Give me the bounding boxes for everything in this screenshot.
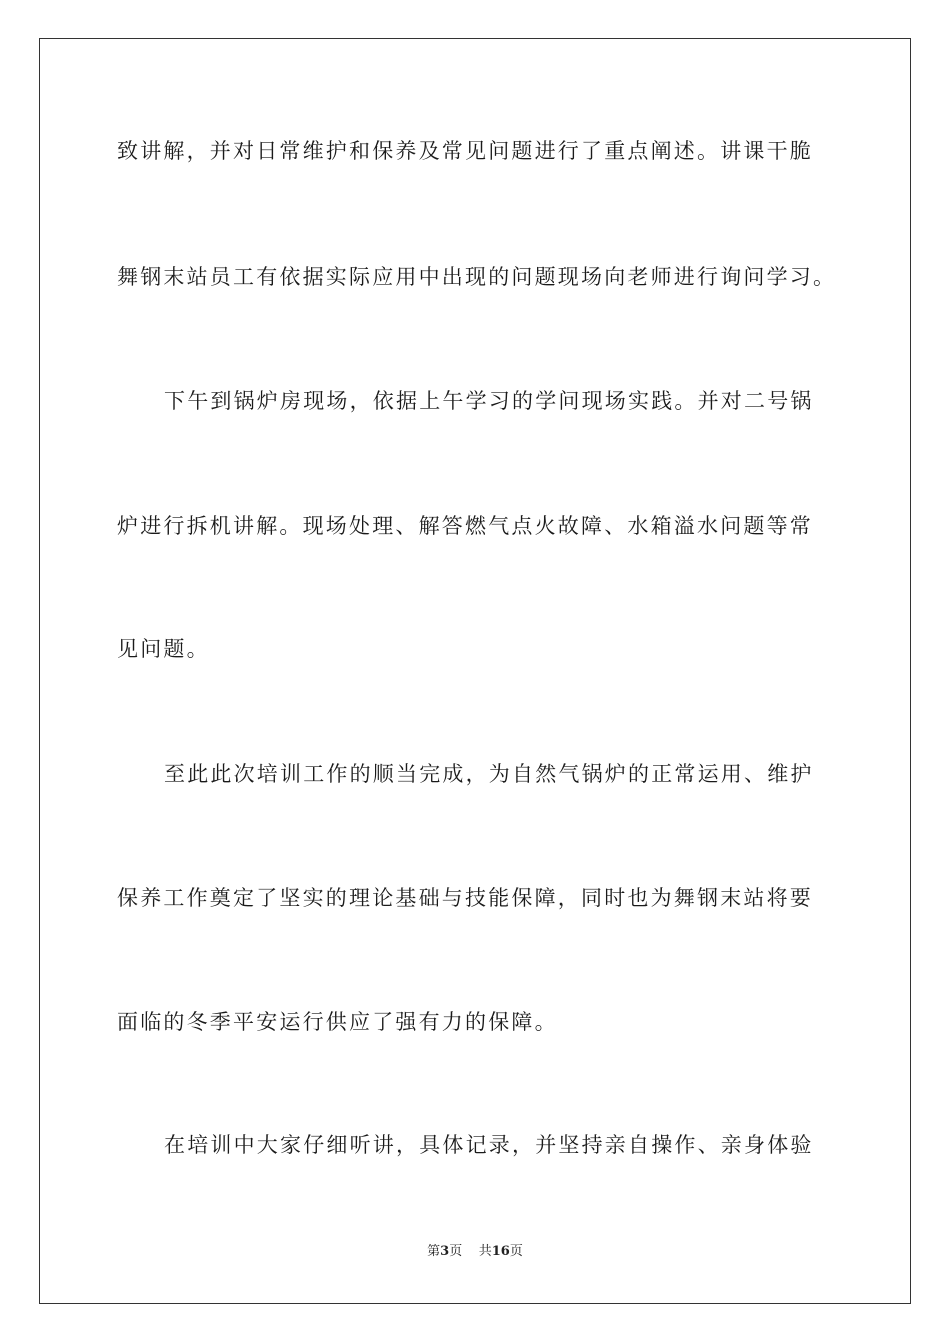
text-line: 面临的冬季平安运行供应了强有力的保障。 bbox=[117, 1010, 558, 1034]
text-line: 保养工作奠定了坚实的理论基础与技能保障，同时也为舞钢末站将要 bbox=[117, 886, 813, 910]
page-footer bbox=[0, 1243, 950, 1261]
page-border bbox=[39, 38, 911, 1304]
text-line-paragraph-start: 在培训中大家仔细听讲，具体记录，并坚持亲自操作、亲身体验 bbox=[164, 1133, 814, 1157]
text-line: 舞钢末站员工有依据实际应用中出现的问题现场向老师进行询问学习。 bbox=[117, 265, 837, 289]
total-pages-number: 16 bbox=[491, 1244, 510, 1259]
total-prefix: 共 bbox=[478, 1244, 492, 1259]
text-line-paragraph-start: 至此此次培训工作的顺当完成，为自然气锅炉的正常运用、维护 bbox=[164, 762, 814, 786]
text-line: 致讲解，并对日常维护和保养及常见问题进行了重点阐述。讲课干脆 bbox=[117, 139, 813, 163]
text-line: 炉进行拆机讲解。现场处理、解答燃气点火故障、水箱溢水问题等常 bbox=[117, 514, 813, 538]
total-suffix: 页 bbox=[509, 1244, 523, 1259]
text-line-paragraph-start: 下午到锅炉房现场，依据上午学习的学问现场实践。并对二号锅 bbox=[164, 389, 814, 413]
text-line: 见问题。 bbox=[117, 637, 210, 661]
current-page-number: 3 bbox=[440, 1244, 450, 1259]
page-prefix: 第 bbox=[427, 1244, 441, 1259]
page-suffix: 页 bbox=[449, 1244, 463, 1259]
